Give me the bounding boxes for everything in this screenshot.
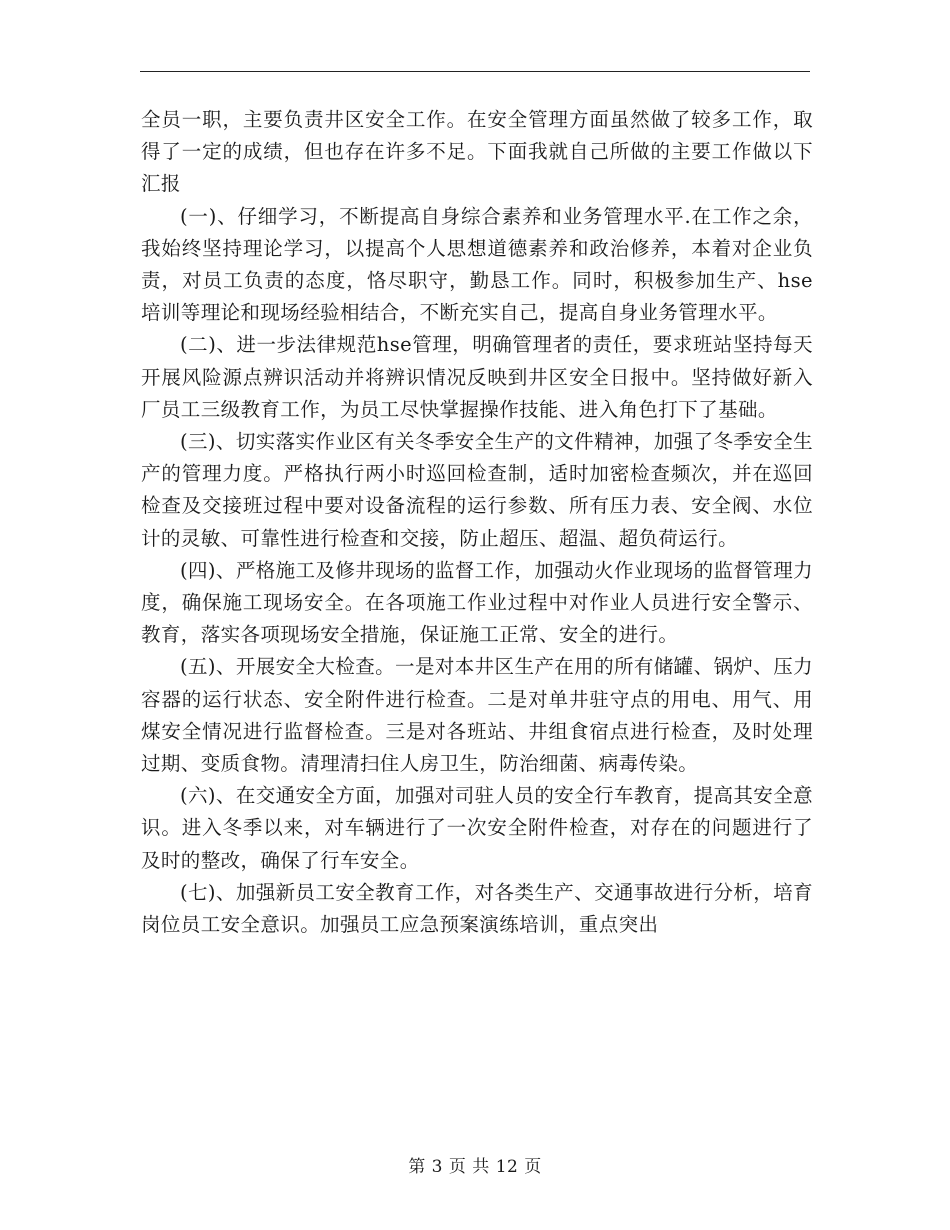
page-footer: [0, 1152, 950, 1177]
paragraph-item-3: (三)、切实落实作业区有关冬季安全生产的文件精神，加强了冬季安全生产的管理力度。严格执行两小时巡回检查制，适时加密检查频次，并在巡回检查及交接班过程中要对设备流程的运行参数、所有压力表、安全阀、水位计的灵敏、可靠性进行检查和交接，防止超压、超温、超负荷运行。: [141, 430, 813, 550]
paragraph-item-6: (六)、在交通安全方面，加强对司驻人员的安全行车教育，提高其安全意识。进入冬季以来，对车辆进行了一次安全附件检查，对存在的问题进行了及时的整改，确保了行车安全。: [141, 784, 813, 872]
paragraph-item-4: (四)、严格施工及修井现场的监督工作，加强动火作业现场的监督管理力度，确保施工现场安全。在各项施工作业过程中对作业人员进行安全警示、教育，落实各项现场安全措施，保证施工正常、安全的进行。: [141, 558, 813, 647]
header-divider: [140, 71, 810, 72]
document-body: [141, 104, 813, 941]
paragraph-item-1: (一)、仔细学习，不断提高自身综合素养和业务管理水平.在工作之余，我始终坚持理论学习，以提高个人思想道德素养和政治修养，本着对企业负责，对员工负责的态度，恪尽职守，勤恳工作。同时，积极参加生产、hse培训等理论和现场经验相结合，不断充实自己，提高自身业务管理水平。: [141, 204, 813, 325]
paragraph-item-7: (七)、加强新员工安全教育工作，对各类生产、交通事故进行分析，培育岗位员工安全意识。加强员工应急预案演练培训，重点突出: [141, 880, 813, 937]
paragraph-item-2: (二)、进一步法律规范hse管理，明确管理者的责任，要求班站坚持每天开展风险源点辨识活动并将辨识情况反映到井区安全日报中。坚持做好新入厂员工三级教育工作，为员工尽快掌握操作技能、进入角色打下了基础。: [141, 333, 813, 421]
paragraph-intro: 全员一职，主要负责井区安全工作。在安全管理方面虽然做了较多工作，取得了一定的成绩，但也存在许多不足。下面我就自己所做的主要工作做以下汇报: [141, 108, 813, 196]
page-number: 第 3 页 共 12 页: [408, 1157, 542, 1177]
paragraph-item-5: (五)、开展安全大检查。一是对本井区生产在用的所有储罐、锅炉、压力容器的运行状态、安全附件进行检查。二是对单井驻守点的用电、用气、用煤安全情况进行监督检查。三是对各班站、井组食宿点进行检查，及时处理过期、变质食物。清理清扫住人房卫生，防治细菌、病毒传染。: [141, 655, 813, 776]
